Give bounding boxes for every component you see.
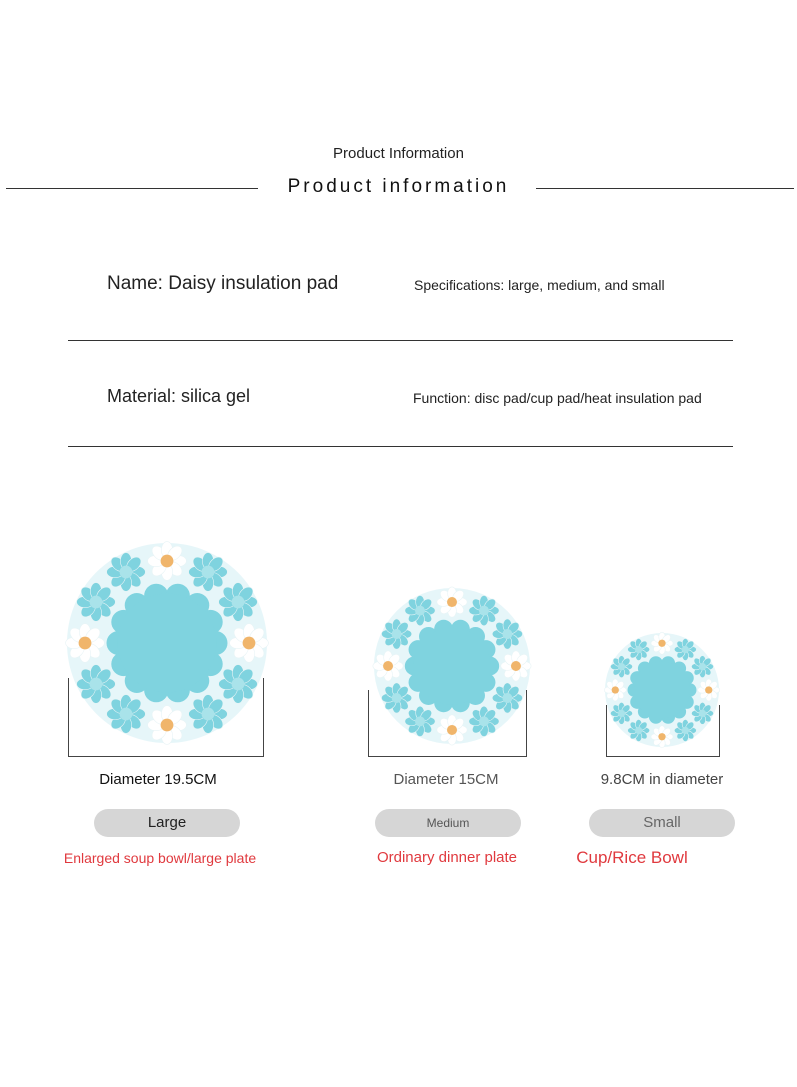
size-large-diameter: Diameter 19.5CM: [99, 771, 217, 788]
spec-specifications: Specifications: large, medium, and small: [414, 277, 665, 293]
size-large-use: Enlarged soup bowl/large plate: [63, 850, 257, 866]
size-medium-diameter: Diameter 15CM: [393, 771, 499, 788]
size-bracket-small: [606, 705, 720, 757]
spec-name: Name: Daisy insulation pad: [107, 273, 339, 294]
section-subtitle: Product Information: [333, 145, 464, 162]
size-small-diameter: 9.8CM in diameter: [600, 771, 724, 788]
size-medium-badge: Medium: [375, 809, 521, 837]
spec-function: Function: disc pad/cup pad/heat insulation pad: [413, 390, 702, 406]
size-medium-use: Ordinary dinner plate: [376, 849, 518, 866]
spec-material: Material: silica gel: [107, 386, 251, 406]
size-large-badge: Large: [94, 809, 240, 837]
size-small-use: Cup/Rice Bowl: [576, 848, 688, 867]
size-small-badge: Small: [589, 809, 735, 837]
size-bracket-medium: [368, 690, 527, 757]
size-bracket-large: [68, 678, 264, 757]
section-title: Product information: [287, 176, 510, 197]
